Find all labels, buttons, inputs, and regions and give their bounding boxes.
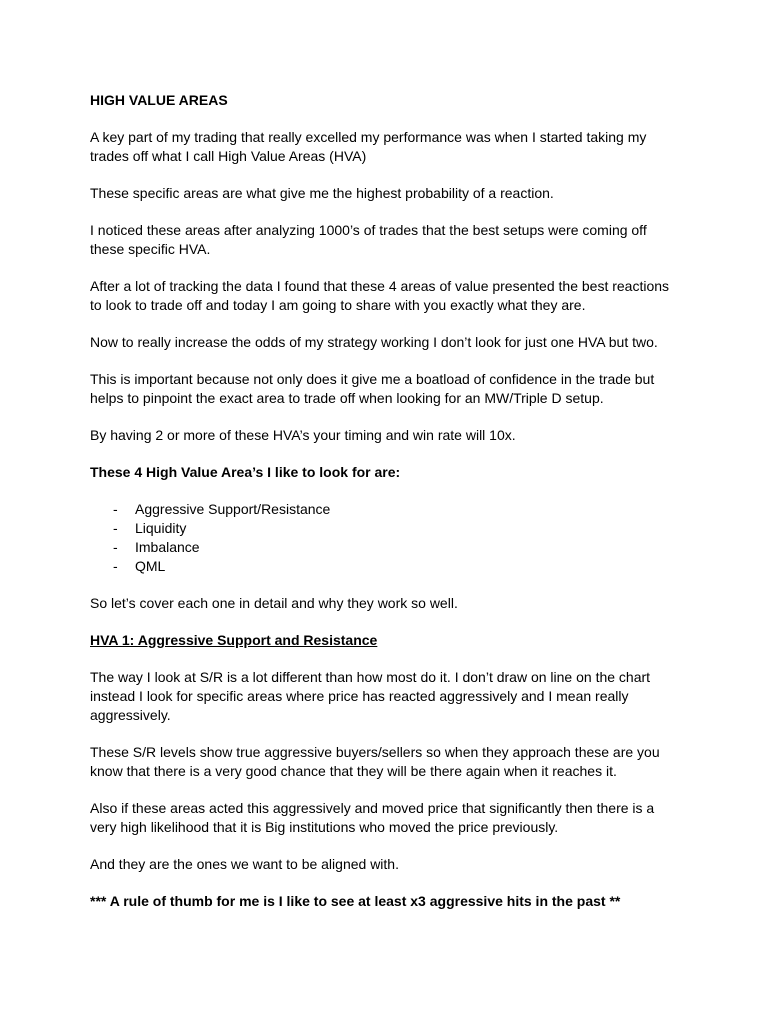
rule-of-thumb-note: *** A rule of thumb for me is I like to see at least x3 aggressive hits in the past **: [90, 893, 621, 909]
list-heading: These 4 High Value Area’s I like to look for are:: [90, 464, 401, 480]
paragraph: I noticed these areas after analyzing 1000’s of trades that the best setups were coming off these specific HVA.: [90, 222, 647, 257]
bullet-dash: -: [113, 558, 118, 574]
bullet-dash: -: [113, 520, 118, 536]
paragraph: A key part of my trading that really excelled my performance was when I started taking my trades off what I call High Value Areas (HVA): [90, 129, 647, 164]
list-item: [90, 557, 684, 576]
list-item: [90, 538, 684, 557]
paragraph: These specific areas are what give me the highest probability of a reaction.: [90, 185, 554, 201]
document-title: HIGH VALUE AREAS: [90, 92, 228, 108]
document-body: [90, 91, 684, 929]
bullet-dash: -: [113, 539, 118, 555]
hva-list: [90, 500, 684, 576]
paragraph: And they are the ones we want to be aligned with.: [90, 856, 399, 872]
list-item: [90, 500, 684, 519]
list-item-label: Imbalance: [135, 539, 200, 555]
paragraph: So let’s cover each one in detail and why they work so well.: [90, 595, 458, 611]
paragraph: These S/R levels show true aggressive buyers/sellers so when they approach these are you know that there is a very good chance that they will be there again when it reaches it.: [90, 744, 660, 779]
paragraph: By having 2 or more of these HVA’s your timing and win rate will 10x.: [90, 427, 516, 443]
paragraph: This is important because not only does it give me a boatload of confidence in the trade but helps to pinpoint the exact area to trade off when looking for an MW/Triple D setup.: [90, 371, 655, 406]
paragraph: The way I look at S/R is a lot different than how most do it. I don’t draw on line on the chart instead I look for specific areas where price has reacted aggressively and I mean really aggressively.: [90, 669, 651, 723]
bullet-dash: -: [113, 501, 118, 517]
list-item-label: Liquidity: [135, 520, 187, 536]
paragraph: Now to really increase the odds of my strategy working I don’t look for just one HVA but two.: [90, 334, 658, 350]
list-item-label: Aggressive Support/Resistance: [135, 501, 331, 517]
paragraph: After a lot of tracking the data I found that these 4 areas of value presented the best reactions to look to trade off and today I am going to share with you exactly what they are.: [90, 278, 670, 313]
paragraph: Also if these areas acted this aggressively and moved price that significantly then there is a very high likelihood that it is Big institutions who moved the price previously.: [90, 800, 655, 835]
section-heading: HVA 1: Aggressive Support and Resistance: [90, 632, 378, 648]
list-item-label: QML: [135, 558, 166, 574]
list-item: [90, 519, 684, 538]
